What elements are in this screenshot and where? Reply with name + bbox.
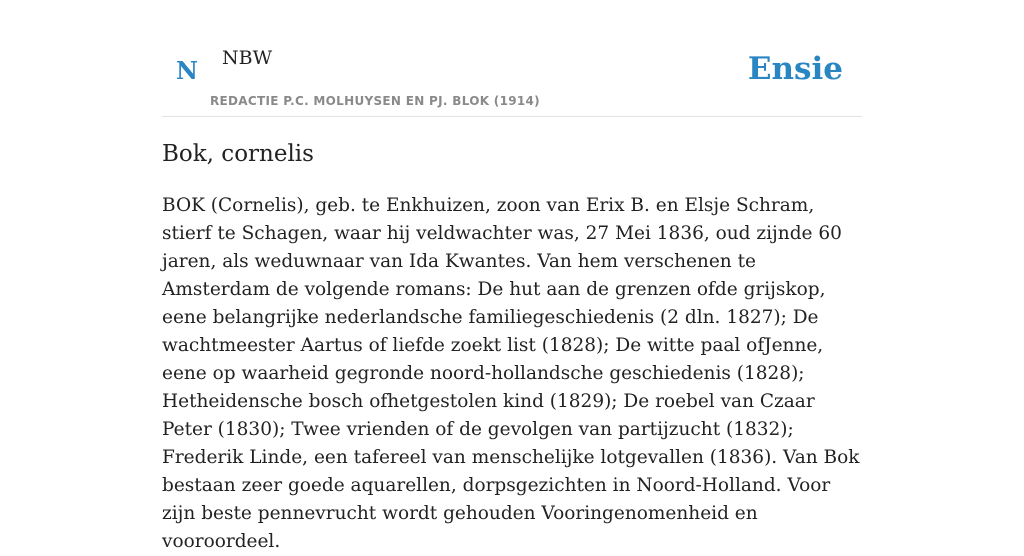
source-subtitle: REDACTIE P.C. MOLHUYSEN EN PJ. BLOK (1914): [210, 94, 540, 108]
brand-logo[interactable]: Ensie: [747, 51, 843, 87]
header: [162, 0, 862, 117]
source-title[interactable]: NBW: [222, 47, 273, 69]
entry-body: BOK (Cornelis), geb. te Enkhuizen, zoon van Erix B. en Elsje Schram, stierf te Schagen, waar hij veldwachter was, 27 Mei 1836, oud zijnde 60 jaren, als weduwnaar van Ida Kwantes. Van hem verschenen te Amsterdam de volgende romans: De hut aan de grenzen ofde grijskop, eene belangrijke nederlandsche familiegeschiedenis (2 dln. 1827); De wachtmeester Aartus of liefde zoekt list (1828); De witte paal ofJenne, eene op waarheid gegronde noord-hollandsche geschiedenis (1828); Hetheidensche bosch ofhetgestolen kind (1829); De roebel van Czaar Peter (1830); Twee vrienden of de gevolgen van partijzucht (1832); Frederik Linde, een tafereel van menschelijke lotgevallen (1836). Van Bok bestaan zeer goede aquarellen, dorpsgezichten in Noord-Holland. Voor zijn beste pennevrucht wordt gehouden Vooringenomenheid en vooroordeel.: [162, 195, 860, 552]
source-logo[interactable]: N: [176, 56, 198, 85]
entry-title: Bok, cornelis: [162, 141, 314, 167]
